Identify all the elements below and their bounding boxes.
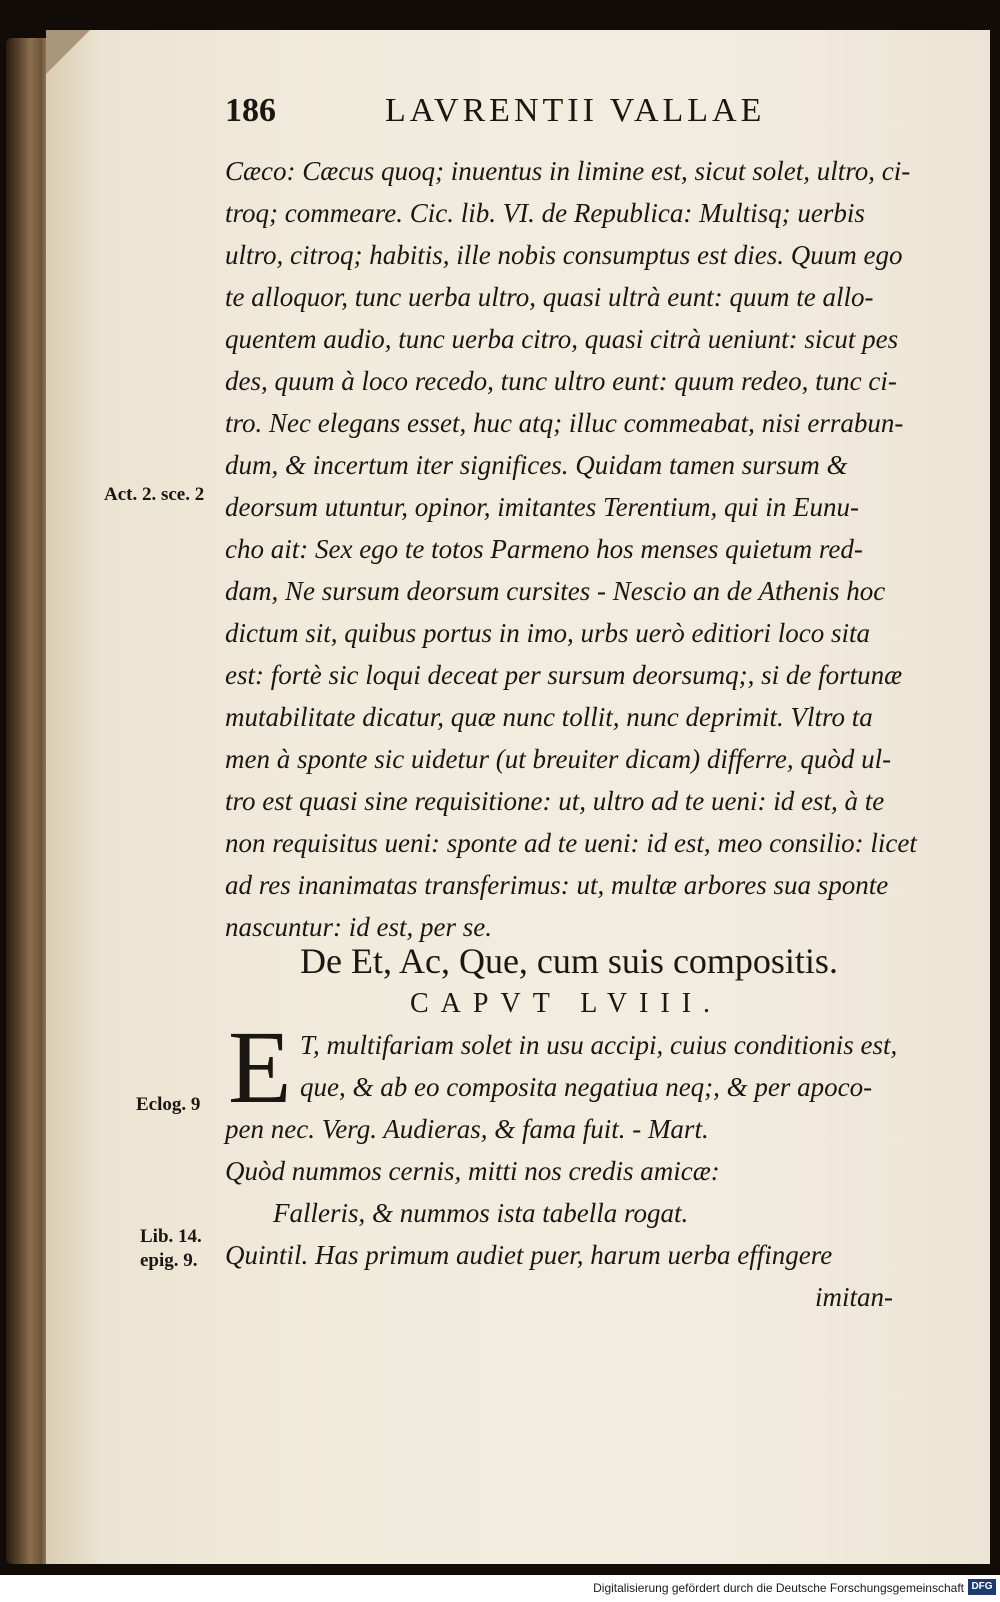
running-title: LAVRENTII VALLAE (385, 92, 766, 129)
text-line: ad res inanimatas transferimus: ut, multæ arbores sua sponte (225, 870, 889, 900)
text-line: Falleris, & nummos ista tabella rogat. (273, 1198, 689, 1228)
margin-note-epig: epig. 9. (140, 1250, 198, 1271)
text-line: men à sponte sic uidetur (ut breuiter dicam) differre, quòd ul- (225, 744, 892, 774)
drop-cap: E (228, 1010, 292, 1125)
text-line: que, & ab eo composita negatiua neq;, & per apoco- (300, 1072, 873, 1102)
text-line: mutabilitate dicatur, quæ nunc tollit, nunc deprimit. Vltro ta (225, 702, 873, 732)
text-line: dum, & incertum iter significes. Quidam tamen sursum & (225, 450, 848, 480)
text-line: Quòd nummos cernis, mitti nos credis amicæ: (225, 1156, 720, 1186)
text-line: quentem audio, tunc uerba citro, quasi citrà ueniunt: sicut pes (225, 324, 899, 354)
chapter-opening (300, 1024, 920, 1108)
text-line: non requisitus ueni: sponte ad te ueni: id est, meo consilio: licet (225, 828, 917, 858)
margin-note-eclog: Eclog. 9 (136, 1094, 201, 1115)
text-line: troq; commeare. Cic. lib. VI. de Republica: Multisq; uerbis (225, 198, 865, 228)
text-line: ultro, citroq; habitis, ille nobis consumptus est dies. Quum ego (225, 240, 903, 270)
text-line: dam, Ne sursum deorsum cursites - Nescio an de Athenis hoc (225, 576, 886, 606)
text-line: Quintil. Has primum audiet puer, harum uerba effingere (225, 1240, 833, 1270)
text-line: T, multifariam solet in usu accipi, cuius conditionis est, (300, 1030, 898, 1060)
footer-bar (0, 1575, 1000, 1602)
chapter-heading: CAPVT LVIII. (410, 988, 723, 1019)
page-corner-fold (46, 30, 90, 74)
margin-note-act-scene: Act. 2. sce. 2 (104, 484, 205, 505)
text-line: tro. Nec elegans esset, huc atq; illuc commeabat, nisi errabun- (225, 408, 904, 438)
text-line: Cæco: Cæcus quoq; inuentus in limine est, sicut solet, ultro, ci- (225, 156, 911, 186)
section-title: De Et, Ac, Que, cum suis compositis. (300, 941, 838, 981)
funding-credit: Digitalisierung gefördert durch die Deutsche Forschungsgemeinschaft (593, 1581, 964, 1595)
dfg-logo: DFG (968, 1579, 996, 1595)
catchword: imitan- (815, 1282, 893, 1312)
text-line: dictum sit, quibus portus in imo, urbs uerò editiori loco sita (225, 618, 871, 648)
margin-note-lib: Lib. 14. (140, 1226, 202, 1247)
text-line: deorsum utuntur, opinor, imitantes Terentium, qui in Eunu- (225, 492, 860, 522)
text-line: cho ait: Sex ego te totos Parmeno hos menses quietum red- (225, 534, 863, 564)
text-line: te alloquor, tunc uerba ultro, quasi ultrà eunt: quum te allo- (225, 282, 874, 312)
running-header (225, 92, 905, 140)
text-line: des, quum à loco recedo, tunc ultro eunt: quum redeo, tunc ci- (225, 366, 897, 396)
text-line: nascuntur: id est, per se. (225, 912, 492, 942)
book-spine (6, 38, 50, 1564)
page-number: 186 (225, 92, 276, 129)
text-line: tro est quasi sine requisitione: ut, ultro ad te ueni: id est, à te (225, 786, 885, 816)
text-line: est: fortè sic loqui deceat per sursum deorsumq;, si de fortunæ (225, 660, 903, 690)
text-line: pen nec. Verg. Audieras, & fama fuit. - Mart. (225, 1114, 709, 1144)
chapter-body (225, 1108, 925, 1318)
main-paragraph (225, 150, 925, 948)
